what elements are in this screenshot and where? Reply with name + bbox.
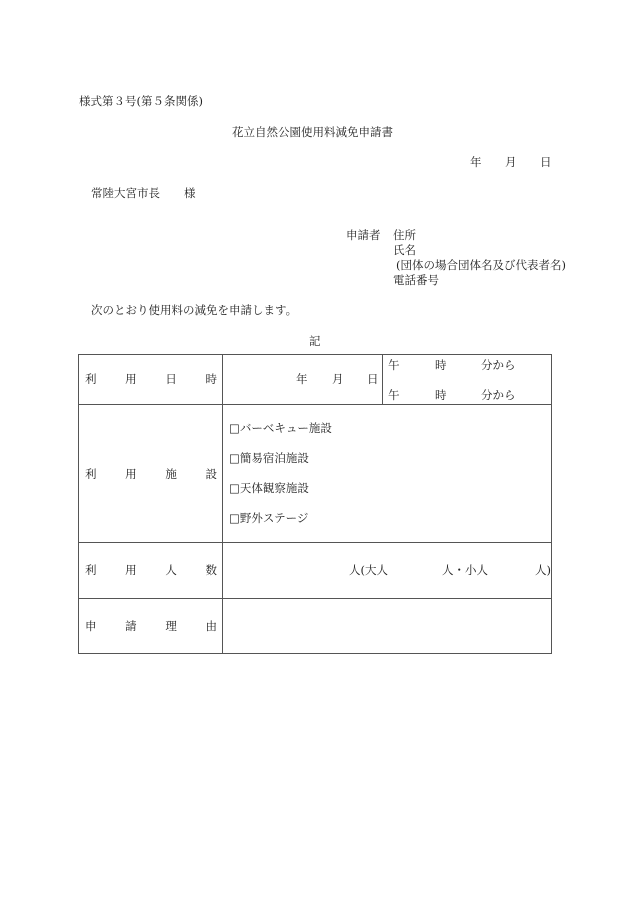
label-people-count: 利 用 人 数 [85,563,217,577]
time-hour: 時 [435,388,447,402]
row-divider [79,542,551,543]
time-minute: 分から [481,358,516,372]
date-year: 年 [470,155,482,169]
honorific: 様 [184,186,196,200]
application-table [78,354,552,654]
applicant-name-note: (団体の場合団体名及び代表者名) [396,258,566,272]
time-column-divider [382,355,383,405]
applicant-phone-label: 電話番号 [393,273,439,287]
applicant-name-label: 氏名 [393,243,416,257]
date-month: 月 [505,155,517,169]
column-divider [222,355,223,653]
label-usage-datetime: 利 用 日 時 [85,372,217,386]
reason-field[interactable] [227,603,547,651]
applicant-address-label: 住所 [393,228,416,242]
time-hour: 時 [435,358,447,372]
people-child: 人) [535,563,551,577]
facility-option-lodging[interactable]: □簡易宿泊施設 [229,451,309,465]
row-divider [79,598,551,599]
people-total: 人(大人 [349,563,388,577]
ki-heading: 記 [309,334,321,348]
usage-date-year: 年 [296,372,308,386]
facility-option-observatory[interactable]: □天体観察施設 [229,481,309,495]
date-day: 日 [540,155,552,169]
time-ampm: 午 [388,358,400,372]
applicant-label: 申請者 [346,228,381,242]
label-facility: 利 用 施 設 [85,467,217,481]
form-number: 様式第３号(第５条関係) [79,94,203,108]
facility-option-bbq[interactable]: □バーベキュー施設 [229,421,332,435]
usage-date-month: 月 [332,372,344,386]
time-ampm: 午 [388,388,400,402]
facility-option-stage[interactable]: □野外ステージ [229,511,309,525]
people-adult: 人・小人 [442,563,488,577]
usage-date-day: 日 [367,372,379,386]
row-divider [79,404,551,405]
addressee: 常陸大宮市長 [91,186,160,200]
time-minute: 分から [481,388,516,402]
document-title: 花立自然公園使用料減免申請書 [232,125,393,139]
label-reason: 申 請 理 由 [85,619,217,633]
intro-text: 次のとおり使用料の減免を申請します。 [91,303,298,317]
